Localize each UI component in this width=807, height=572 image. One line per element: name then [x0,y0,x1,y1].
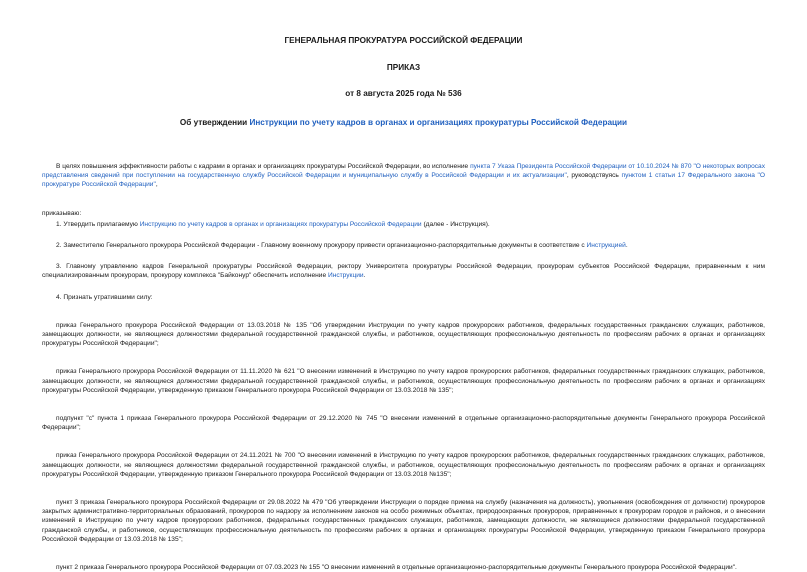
document-kind: ПРИКАЗ [386,63,421,72]
item-2 [42,241,765,250]
title-link[interactable]: Инструкции по учету кадров в органах и организациях прокуратуры Российской Федерации [249,118,628,127]
intro-text-2: , руководствуясь [566,172,622,180]
instruction-link-2[interactable]: Инструкцией [586,242,626,250]
item-3-text-b: . [363,272,366,280]
revoked-item: подпункт "с" пункта 1 приказа Генерального прокурора Российской Федерации от 29.12.2020 № 745 "О внесении изменений в отдельные организационно-распорядительные документы Генерального прокурора Российской Федерации"; [42,415,765,432]
item-1-text-b: (далее - Инструкция). [421,220,490,228]
intro-text-3: , [155,181,158,189]
revoked-item: пункт 3 приказа Генерального прокурора Российской Федерации от 29.08.2022 № 479 "Об утверждении Инструкции о порядке приема на службу (назначения на должность), увольнения (освобождения от должности) прокуроров закрытых административно-территориальных образований, прокуроров по надзору за исполнением законов на особо режимных объектах, природоохранных прокуроров, приравненных к прокурорам городов и районов, и о внесении изменений в Инструкцию по учету кадров прокурорских работников, федеральных государственных гражданских служащих, работников, замещающих должности, не являющиеся должностями федеральной государственной гражданской службы, и работников, осуществляющих профессиональную деятельность по профессиям рабочих в органах и организациях прокуратуры Российской Федерации, утвержденную приказом Генерального прокурора Российской Федерации от 13.03.2018 № 135"; [42,499,765,543]
item-1-text-a: 1. Утвердить прилагаемую [56,220,140,228]
revoked-item: приказ Генерального прокурора Российской Федерации от 24.11.2021 № 700 "О внесении изменений в Инструкцию по учету кадров прокурорских работников, федеральных государственных гражданских служащих, работников, замещающих должности, не являющиеся должностями федеральной государственной гражданской службы, и работников, осуществляющих профессиональную деятельность по профессиям рабочих в органах и организациях прокуратуры Российской Федерации, утвержденную приказом Генерального прокурора Российской Федерации от 13.03.2018 №135"; [42,452,765,478]
intro-paragraph [42,162,765,190]
title-prefix: Об утверждении [179,118,250,127]
instruction-link-3[interactable]: Инструкции [327,272,364,280]
revoked-item: приказ Генерального прокурора Российской Федерации от 11.11.2020 № 621 "О внесении изменений в Инструкцию по учету кадров прокурорских работников, федеральных государственных гражданских служащих, работников, замещающих должности, не являющиеся должностями федеральной государственной гражданской службы, и работников, осуществляющих профессиональную деятельность по профессиям рабочих в органах и организациях прокуратуры Российской Федерации, утвержденную приказом Генерального прокурора Российской Федерации от 13.03.2018 № 135"; [42,368,765,394]
instruction-link[interactable]: Инструкцию по учету кадров в органах и организациях прокуратуры Российской Федерации [139,220,422,228]
item-1 [42,220,765,229]
item-3-text-a: 3. Главному управлению кадров Генеральной прокуратуры Российской Федерации, ректору Университета прокуратуры Российской Федерации, прокурорам субъектов Российской Федерации, приравненным к ним специализированным прокурорам, прокурору комплекса "Байконур" обеспечить исполнение [42,263,765,280]
decree-link[interactable]: пункта 7 Указа Президента Российской Федерации от 10.10.2024 № 870 "О некоторых вопросах представления сведений при поступлении на государственную службу Российской Федерации и муниципальную службу в Российской Федерации и их актуализации" [42,163,765,180]
revoked-item: приказ Генерального прокурора Российской Федерации от 13.03.2018 № 135 "Об утверждении Инструкции по учету кадров прокурорских работников, федеральных государственных гражданских служащих, работников, замещающих должности, не являющиеся должностями федеральной государственной гражданской службы, и работников, осуществляющих профессиональную деятельность по профессиям рабочих в органах и организациях прокуратуры Российской Федерации"; [42,321,765,348]
law-link[interactable]: пунктом 1 статьи 17 Федерального закона "О прокуратуре Российской Федерации" [42,172,765,189]
document-title [42,118,765,128]
intro-text-1: В целях повышения эффективности работы с кадрами в органах и организациях прокуратуры Российской Федерации, во исполнение [56,163,471,170]
item-2-text-a: 2. Заместителю Генерального прокурора Российской Федерации - Главному военному прокурору привести организационно-распорядительные документы в соответствие с [56,242,587,250]
org-title: ГЕНЕРАЛЬНАЯ ПРОКУРАТУРА РОССИЙСКОЙ ФЕДЕРАЦИИ [284,36,523,45]
revoked-item: пункт 2 приказа Генерального прокурора Российской Федерации от 07.03.2023 № 155 "О внесении изменений в отдельные организационно-распорядительные документы Генерального прокурора Российской Федерации". [56,564,737,572]
item-4: 4. Признать утратившими силу: [56,293,153,301]
item-2-text-b: . [625,242,628,250]
document-date: от 8 августа 2025 года № 536 [345,89,462,98]
item-3 [42,262,765,280]
order-word: приказываю: [42,209,82,217]
